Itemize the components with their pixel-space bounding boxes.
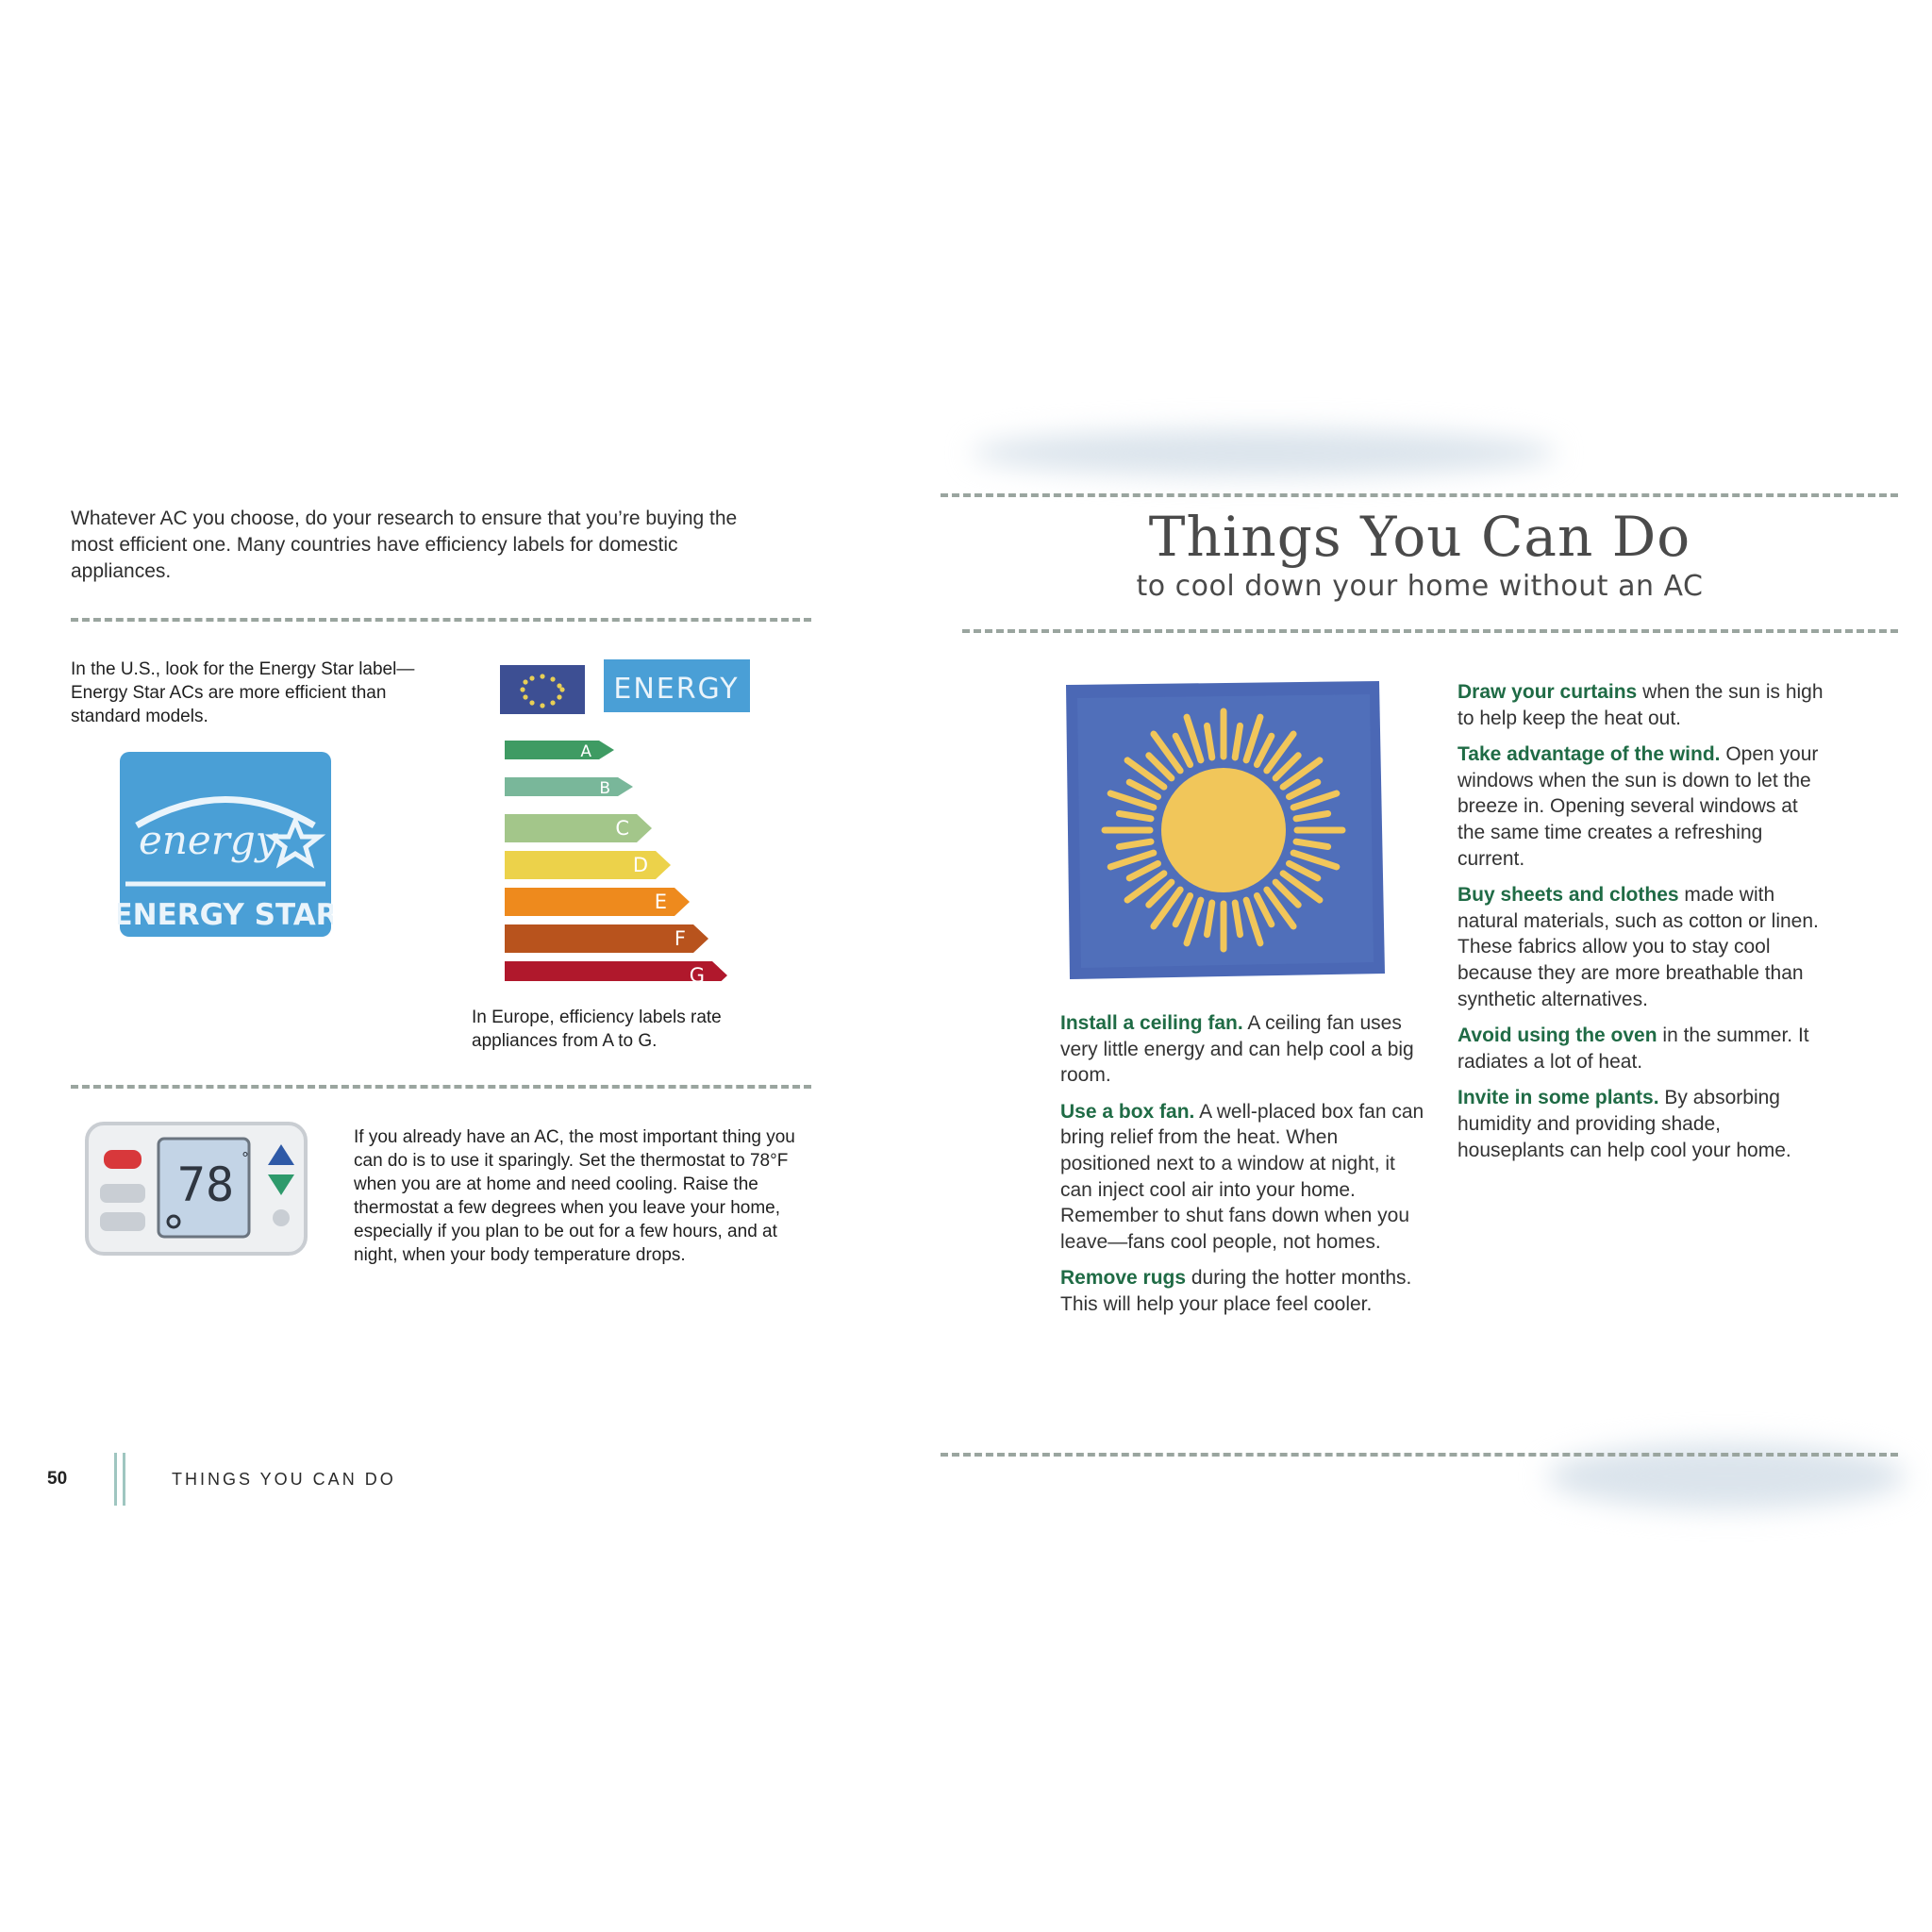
tip-natural-materials: Buy sheets and clothes made with natural materials, such as cotton or linen. These fabrics allow you to stay cool because they are more breathable than synthetic alternatives. [1457, 884, 1819, 1010]
divider [941, 493, 1898, 497]
grade-bar-c [505, 814, 652, 842]
grade-letter-e: E [654, 891, 667, 913]
divider [941, 1453, 1898, 1457]
tips-column-1 [1060, 1010, 1426, 1328]
tip-wind: Take advantage of the wind. Open your windows when the sun is down to let the breeze in. Opening several windows at the same time creates a refreshing current. [1457, 743, 1819, 870]
divider [962, 629, 1898, 633]
energy-word: ENERGY [613, 673, 740, 706]
divider [71, 1085, 811, 1089]
grade-letter-g: G [689, 964, 705, 981]
grade-letter-a: A [580, 742, 591, 761]
grade-letter-b: B [599, 779, 610, 798]
energy-star-label: ENERGY STAR [118, 898, 333, 932]
footer-section-title: THINGS YOU CAN DO [172, 1470, 396, 1489]
grade-bar-a [505, 741, 614, 759]
intro-paragraph: Whatever AC you choose, do your research to ensure that you’re buying the most efficient one. Many countries have efficiency labels for domestic appliances. [71, 508, 738, 582]
page-subtitle: to cool down your home without an AC [1136, 570, 1704, 603]
grade-letter-d: D [632, 854, 648, 876]
tip-box-fan: Use a box fan. A well-placed box fan can bring relief from the heat. When positioned next to a window at night, it can inject cool air into your home. Remember to shut fans down when you leave—fans cool people, not homes. [1060, 1100, 1424, 1253]
power-button[interactable] [104, 1150, 142, 1169]
grade-letter-f: F [674, 927, 686, 950]
page-title: Things You Can Do [1148, 505, 1691, 569]
sun-illustration [1058, 679, 1389, 981]
eu-energy-label [500, 656, 755, 981]
tip-curtains: Draw your curtains when the sun is high to help keep the heat out. [1457, 681, 1824, 729]
tip-oven: Avoid using the oven in the summer. It radiates a lot of heat. [1457, 1024, 1809, 1073]
tips-column-2 [1457, 679, 1830, 1174]
thermostat-paragraph: If you already have an AC, the most important thing you can do is to use it sparingly. Set the thermostat to 78°F when you are at home and need cooling. Raise the thermostat a few degrees when you leave your home, especially if you plan to be out for a few hours, and at night, when your body temperature drops. [354, 1127, 795, 1265]
sun-icon [1161, 768, 1286, 892]
tip-remove-rugs: Remove rugs during the hotter months. This will help your place feel cooler. [1060, 1267, 1412, 1315]
watercolor-wash [972, 429, 1557, 476]
energy-star-logo [118, 750, 333, 939]
divider [71, 618, 811, 622]
temperature-readout: 78 [176, 1158, 235, 1212]
energy-script: energy [139, 817, 278, 863]
footer-rule [114, 1453, 117, 1506]
tip-plants: Invite in some plants. By absorbing humidity and providing shade, houseplants can help cool your home. [1457, 1087, 1791, 1161]
degree-symbol: ° [242, 1149, 249, 1167]
footer-rule [123, 1453, 125, 1506]
page-number: 50 [47, 1469, 68, 1489]
grade-letter-c: C [615, 817, 629, 840]
energy-star-caption: In the U.S., look for the Energy Star label—Energy Star ACs are more efficient than standard models. [71, 659, 415, 726]
thermostat-illustration [83, 1118, 309, 1259]
eu-caption: In Europe, efficiency labels rate appliances from A to G. [472, 1008, 722, 1051]
tip-ceiling-fan: Install a ceiling fan. A ceiling fan uses very little energy and can help cool a big room. [1060, 1012, 1414, 1087]
grade-bar-b [505, 777, 633, 796]
